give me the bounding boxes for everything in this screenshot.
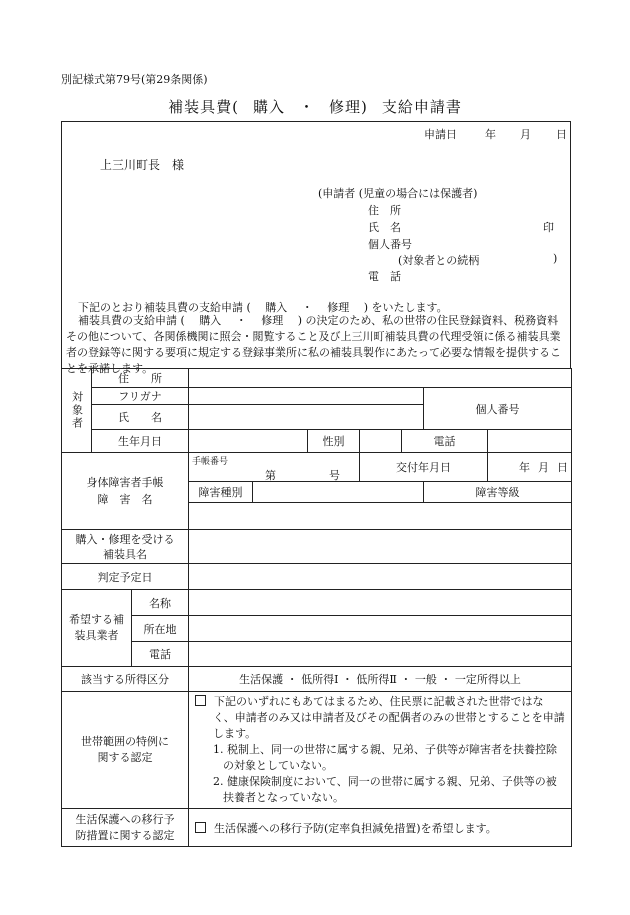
title-prefix: 補装具費( bbox=[168, 98, 239, 116]
vendor-name-label: 名称 bbox=[132, 590, 189, 616]
recipient-label: 上三川町長 様 bbox=[100, 158, 185, 172]
disability-grade-label: 障害等級 bbox=[424, 482, 572, 503]
household-content bbox=[189, 692, 572, 809]
applicant-personal-number-label: 個人番号 bbox=[368, 238, 412, 251]
device-label-line1: 購入・修理を受ける bbox=[75, 532, 175, 546]
income-category-options[interactable]: 生活保護 ・ 低所得Ⅰ ・ 低所得Ⅱ ・ 一般 ・ 一定所得以上 bbox=[189, 667, 572, 692]
welfare-label-line2: 防措置に関する認定 bbox=[75, 828, 175, 842]
subject-address-label: 住 所 bbox=[92, 369, 189, 388]
issue-year-label: 年 bbox=[519, 461, 530, 474]
applicant-name-label: 氏 名 bbox=[368, 221, 401, 234]
vendor-phone-field[interactable] bbox=[189, 642, 572, 667]
subject-address-field[interactable] bbox=[189, 369, 572, 388]
judgment-date-field[interactable] bbox=[189, 564, 572, 590]
title-suffix: 支給申請書 bbox=[381, 98, 462, 116]
form-number-label: 別記様式第79号(第29条関係) bbox=[61, 73, 208, 86]
welfare-text: 生活保護への移行予防(定率負担減免措置)を希望します。 bbox=[214, 821, 497, 835]
subject-birth-field[interactable] bbox=[189, 430, 308, 453]
disability-type-field[interactable] bbox=[253, 482, 424, 503]
device-name-field[interactable] bbox=[189, 530, 572, 564]
handbook-number-field[interactable] bbox=[189, 453, 360, 482]
handbook-dai-label: 第 bbox=[265, 469, 276, 482]
vendor-label bbox=[62, 590, 132, 667]
issue-day-label: 日 bbox=[557, 461, 568, 474]
applicant-address-label: 住 所 bbox=[368, 204, 401, 217]
household-item1: 1. 税制上、同一の世帯に属する親、兄弟、子供等が障害者を扶養控除の対象としていない。 bbox=[213, 743, 557, 772]
welfare-checkbox[interactable] bbox=[195, 822, 206, 833]
subject-sex-field[interactable] bbox=[360, 430, 402, 453]
vendor-phone-label: 電話 bbox=[132, 642, 189, 667]
handbook-label-line2: 障 害 名 bbox=[97, 493, 153, 506]
vendor-label-line1: 希望する補 bbox=[69, 613, 124, 626]
subject-furigana-label: フリガナ bbox=[92, 388, 189, 405]
vendor-location-label: 所在地 bbox=[132, 616, 189, 642]
issue-date-field[interactable] bbox=[488, 453, 572, 482]
title-repair: 修理) bbox=[329, 98, 368, 116]
subject-phone-field[interactable] bbox=[488, 430, 572, 453]
issue-month-label: 月 bbox=[538, 461, 549, 474]
handbook-label bbox=[62, 453, 189, 530]
household-label bbox=[62, 692, 189, 809]
applicant-phone-label: 電 話 bbox=[368, 270, 401, 283]
date-day-label: 日 bbox=[556, 128, 567, 141]
form-title bbox=[0, 96, 630, 117]
subject-phone-label: 電話 bbox=[402, 430, 488, 453]
application-date-label: 申請日 bbox=[424, 128, 457, 141]
vendor-name-field[interactable] bbox=[189, 590, 572, 616]
request-statement: 下記のとおり補装具費の支給申請 ( 購入 ・ 修理 ) をいたします。 bbox=[78, 301, 448, 314]
title-purchase: 購入 bbox=[252, 98, 285, 116]
household-checkbox[interactable] bbox=[195, 695, 206, 706]
vendor-location-field[interactable] bbox=[189, 616, 572, 642]
judgment-date-label: 判定予定日 bbox=[62, 564, 189, 590]
application-table bbox=[61, 368, 572, 847]
income-category-label: 該当する所得区分 bbox=[62, 667, 189, 692]
subject-name-label: 氏 名 bbox=[92, 405, 189, 430]
relation-label: (対象者との続柄 bbox=[398, 254, 480, 267]
welfare-label bbox=[62, 809, 189, 847]
household-label-line2: 関する認定 bbox=[97, 751, 153, 764]
vendor-label-line2: 装具業者 bbox=[74, 629, 119, 642]
device-label bbox=[62, 530, 189, 564]
issue-date-label: 交付年月日 bbox=[360, 453, 488, 482]
title-dot: ・ bbox=[298, 98, 315, 116]
household-main-text: 下記のいずれにもあてはまるため、住民票に記載された世帯ではなく、申請者のみ又は申請者及びその配偶者のみの世帯とすることを申請します。 bbox=[213, 695, 565, 740]
date-year-label: 年 bbox=[485, 128, 496, 141]
consent-statement: 補装具費の支給申請 ( 購入 ・ 修理 ) の決定のため、私の世帯の住民登録資料、税務資料その他について、各関係機関に照会・閲覧すること及び上三川町補装具費の代理受領に係る補装具業者の登録等に関する要項に規定する登録事業所に私の補装具製作にあたって必要な情報を提供することを承諾します。 bbox=[66, 314, 561, 375]
welfare-label-line1: 生活保護への移行予 bbox=[75, 812, 175, 826]
subject-birth-label: 生年月日 bbox=[92, 430, 189, 453]
relation-close: ) bbox=[553, 252, 558, 265]
subject-personal-number-label: 個人番号 bbox=[424, 388, 572, 430]
date-month-label: 月 bbox=[520, 128, 531, 141]
subject-name-field[interactable] bbox=[189, 405, 424, 430]
applicant-label: (申請者 (児童の場合には保護者) bbox=[318, 187, 478, 200]
handbook-number-label: 手帳番号 bbox=[192, 457, 229, 467]
subject-sex-label: 性別 bbox=[308, 430, 360, 453]
subject-group-label: 対象者 bbox=[62, 369, 92, 453]
household-label-line1: 世帯範囲の特例に bbox=[81, 735, 169, 748]
seal-label: 印 bbox=[543, 221, 554, 234]
household-item2: 2. 健康保険制度において、同一の世帯に属する親、兄弟、子供等の被扶養者となっていない。 bbox=[213, 775, 557, 804]
subject-furigana-field[interactable] bbox=[189, 388, 424, 405]
disability-type-label: 障害種別 bbox=[189, 482, 253, 503]
welfare-content bbox=[189, 809, 572, 847]
device-label-line2: 補装具名 bbox=[103, 547, 147, 561]
handbook-label-line1: 身体障害者手帳 bbox=[86, 476, 164, 489]
handbook-gou-label: 号 bbox=[329, 469, 340, 482]
disability-name-field[interactable] bbox=[189, 503, 572, 530]
applicant-section bbox=[61, 121, 571, 375]
